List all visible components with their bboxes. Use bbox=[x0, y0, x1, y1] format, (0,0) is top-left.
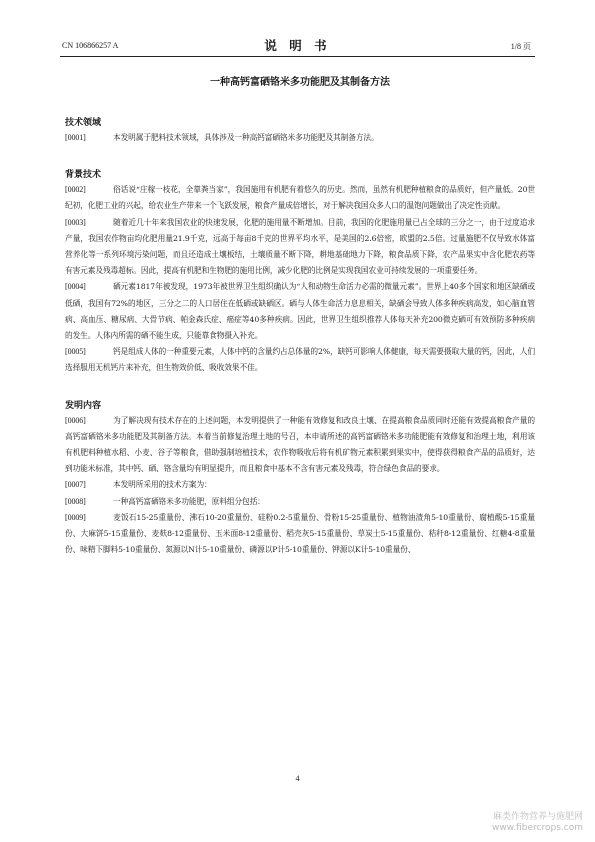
paragraph-text: 一种高钙富硒铬米多功能肥，原料组分包括： bbox=[113, 496, 265, 506]
page-indicator: 1/8 页 bbox=[510, 42, 531, 51]
paragraph-number: [0007] bbox=[65, 480, 86, 490]
paragraph-0007 bbox=[65, 477, 535, 493]
paragraph-text: 麦饭石15-25重量份、沸石10-20重量份、硅粉0.2-5重量份、骨粉15-25重量份、植物油渣角5-10重量份、腐植酸5-15重量份、大麻饼5-15重量份、麦麸8-12重量份、玉米面8-12重量份、稻壳灰5-15重量份、草炭土5-15重量份、秸秆8-12重量份、红糖4-8重量份、味精下脚料5-10重量份、氮源以N计5-10重量份、磷源以P计5-10重量份、钾源以K计5-10重量份、 bbox=[65, 512, 535, 555]
paragraph-text: 为了解决现有技术存在的上述问题，本发明提供了一种能有效修复和改良土壤、在提高粮食品质同时还能有效提高粮食产量的高钙富硒铬米多功能肥及其制备方法。本着当前修复治理土地的号召，本申请所述的高钙富硒铬米多功能肥能有效修复和治理土地，利用该有机肥料种植水稻、小麦、谷子等粮食，借助强制培植技术，农作物吸收后将有机矿物元素积累到果实中，使得获得粮食产品的品质好，达到功能米标准，其中钙、硒、铬含量均有明显提升，而且粮食中基本不含有害元素及残毒，符合绿色食品的要求。 bbox=[65, 415, 535, 474]
paragraph-0008 bbox=[65, 494, 535, 510]
header-divider bbox=[60, 56, 535, 57]
patent-number: CN 106866257 A bbox=[62, 41, 119, 50]
document-body bbox=[65, 76, 535, 558]
paragraph-text: 随着近几十年来我国农业的快速发展，化肥的施用量不断增加。目前，我国的化肥施用量已占全球的三分之一，由于过度追求产量，我国农作物亩均化肥用量21.9千克，远高于每亩8千克的世界平均水平，是美国的2.6倍密，欧盟的2.5倍。过量施肥不仅导致水体富营养化等一系列环境污染问题，而且还造成土壤板结，土壤质量不断下降，耕地基础地力下降，粮食品质下降，农产品果实中含化肥农药等有害元素及残毒超标。因此，提高有机肥和生物肥的施用比例，减少化肥的比例是实现我国农业可持续发展的一项重要任务。 bbox=[65, 217, 535, 276]
paragraph-number: [0003] bbox=[65, 217, 86, 227]
doc-type-title: 说 明 书 bbox=[264, 38, 331, 53]
paragraph-text: 钙是组成人体的一种重要元素，人体中钙的含量约占总体量的2%，缺钙可影响人体健康，每天需要摄取大量的钙，因此，人们选择服用无机钙片来补充，但生物效价低、吸收效果不佳。 bbox=[65, 347, 535, 373]
paragraph-number: [0005] bbox=[65, 347, 86, 357]
paragraph-0004 bbox=[65, 279, 535, 344]
paragraph-text: 俗话说“庄稼一枝花，全靠粪当家”，我国施用有机肥有着悠久的历史。然而，虽然有机肥种植粮食的品质好，但产量低。20世纪初，化肥工业的兴起，给农业生产带来一个飞跃发展，粮食产量成倍增长，对于解决我国众多人口的温饱问题做出了决定性贡献。 bbox=[65, 185, 535, 211]
paragraph-number: [0002] bbox=[65, 185, 86, 195]
section-background: 背景技术 bbox=[65, 170, 102, 181]
paragraph-text: 本发明所采用的技术方案为： bbox=[113, 480, 212, 490]
section-invention: 发明内容 bbox=[65, 400, 102, 411]
paragraph-number: [0001] bbox=[65, 133, 86, 142]
paragraph-text: 本发明属于肥料技术领域，具体涉及一种高钙富硒铬米多功能肥及其制备方法。 bbox=[113, 133, 379, 142]
paragraph-number: [0006] bbox=[65, 415, 86, 425]
paragraph-number: [0004] bbox=[65, 282, 86, 292]
document-title: 一种高钙富硒铬米多功能肥及其制备方法 bbox=[210, 77, 390, 88]
paragraph-0006 bbox=[65, 413, 535, 478]
page-number: 4 bbox=[295, 774, 300, 783]
paragraph-0003 bbox=[65, 215, 535, 280]
paragraph-0009 bbox=[65, 510, 535, 559]
watermark bbox=[492, 812, 583, 834]
paragraph-0002 bbox=[65, 182, 535, 214]
paragraph-0005 bbox=[65, 344, 535, 376]
paragraph-number: [0008] bbox=[65, 496, 86, 506]
watermark-site-name: 麻类作物营养与施肥网 bbox=[492, 812, 583, 822]
page-header bbox=[0, 36, 595, 56]
paragraph-text: 硒元素1817年被发现，1973年被世界卫生组织确认为“人和动物生命活力必需的微量元素”。世界上40多个国家和地区缺硒或低硒，我国有72%的地区，三分之二的人口居住在低硒或缺硒区。硒与人体生命活力息息相关，缺硒会导致人体多种疾病高发，如心脑血管病、高血压、糖尿病、大骨节病、帕金森氏症、癌症等40多种疾病。因此，世界卫生组织推荐人体每天补充200微克硒可有效预防多种疾病的发生。人体内所需的硒不能生成，只能靠食物摄入补充。 bbox=[65, 282, 535, 341]
paragraph-number: [0009] bbox=[65, 512, 86, 522]
section-tech-field: 技术领域 bbox=[65, 118, 102, 128]
watermark-url: www.fibercrops.com bbox=[492, 823, 583, 833]
paragraph-0001 bbox=[65, 130, 535, 146]
